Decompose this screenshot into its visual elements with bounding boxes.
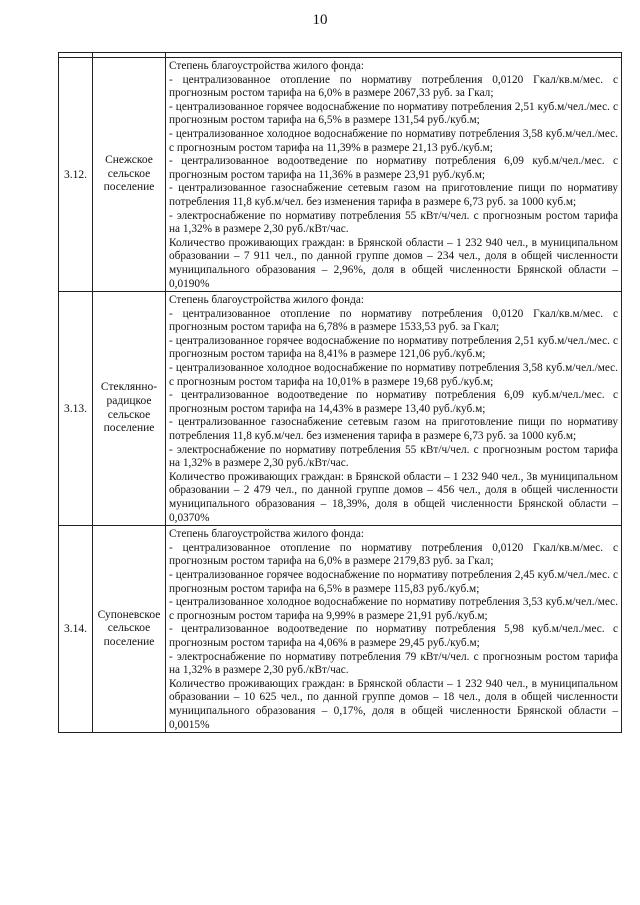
content-line: - централизованное отопление по нормативу потребления 0,0120 Гкал/кв.м/мес. с прогнозным ростом тарифа на 6,78% в размере 1533,53 руб. за Гкал; xyxy=(169,307,618,334)
settlement-name-line: поселение xyxy=(103,181,155,194)
content-line: - централизованное горячее водоснабжение по нормативу потребления 2,51 куб.м/чел./мес. с прогнозным ростом тарифа на 6,5% в размере 131,54 руб./куб.м; xyxy=(169,100,618,127)
content-line: - централизованное горячее водоснабжение по нормативу потребления 2,45 куб.м/чел./мес. с прогнозным ростом тарифа на 6,5% в размере 115,83 руб./куб.м; xyxy=(169,568,618,595)
content-heading: Степень благоустройства жилого фонда: xyxy=(169,60,365,72)
settlement-name-line: сельское xyxy=(107,622,151,635)
page-number: 10 xyxy=(312,12,328,28)
settlement-name-line: поселение xyxy=(103,635,155,648)
row-number: 3.12. xyxy=(59,58,93,292)
row-content xyxy=(166,526,622,733)
content-line: - централизованное водоотведение по нормативу потребления 6,09 куб.м/чел./мес. с прогнозным ростом тарифа на 11,36% в размере 23,91 руб./куб.м; xyxy=(169,155,618,181)
tariff-table xyxy=(58,52,622,733)
settlement-name-line: радицкое xyxy=(106,395,152,408)
table-row xyxy=(59,292,622,526)
settlement-name xyxy=(93,58,166,292)
table-row xyxy=(59,526,622,733)
content-line: - централизованное отопление по нормативу потребления 0,0120 Гкал/кв.м/мес. с прогнозным ростом тарифа на 6,0% в размере 2179,83 руб. за Гкал; xyxy=(169,541,618,568)
content-line: - централизованное горячее водоснабжение по нормативу потребления 2,51 куб.м/чел./мес. с прогнозным ростом тарифа на 8,41% в размере 121,06 руб./куб.м; xyxy=(169,334,618,361)
population-line: Количество проживающих граждан: в Брянской области – 1 232 940 чел., в муниципальном образовании – 10 625 чел., по данной группе домов – 18 чел., доля в общей численности муниципального образования – 0,17%, доля в общей численности Брянской области – 0,0015% xyxy=(169,677,618,731)
content-heading: Степень благоустройства жилого фонда: xyxy=(169,528,365,541)
content-line: - централизованное отопление по нормативу потребления 0,0120 Гкал/кв.м/мес. с прогнозным ростом тарифа на 6,0% в размере 2067,33 руб. за Гкал; xyxy=(169,73,618,100)
settlement-name-line: Супоневское xyxy=(97,608,161,621)
content-line: - электроснабжение по нормативу потребления 79 кВт/ч/чел. с прогнозным ростом тарифа на 1,32% в размере 2,30 руб./кВт/час. xyxy=(169,650,618,677)
content-line: - централизованное газоснабжение сетевым газом на приготовление пищи по нормативу потребления 11,8 куб.м/чел. без изменения тарифа в размере 6,73 руб. за 1000 куб.м; xyxy=(169,182,618,208)
content-line: - централизованное газоснабжение сетевым газом на приготовление пищи по нормативу потребления 11,8 куб.м/чел. без изменения тарифа в размере 6,73 руб. за 1000 куб.м; xyxy=(169,416,618,443)
settlement-name-line: поселение xyxy=(103,422,155,435)
content-line: - централизованное холодное водоснабжение по нормативу потребления 3,53 куб.м/чел./мес. с прогнозным ростом тарифа на 9,99% в размере 21,91 руб./куб.м; xyxy=(169,596,618,622)
settlement-name-line: сельское xyxy=(107,167,151,180)
content-line: - электроснабжение по нормативу потребления 55 кВт/ч/чел. с прогнозным ростом тарифа на 1,32% в размере 2,30 руб./кВт/час. xyxy=(169,209,618,236)
population-line: Количество проживающих граждан: в Брянской области – 1 232 940 чел., 3в муниципальном образовании – 2 479 чел., по данной группе домов – 456 чел., доля в общей численности муниципального образования – 18,39%, доля в общей численности Брянской области – 0,0370% xyxy=(169,470,618,524)
row-content xyxy=(166,292,622,526)
table-row xyxy=(59,58,622,292)
row-number: 3.13. xyxy=(59,292,93,526)
content-heading: Степень благоустройства жилого фонда: xyxy=(169,294,365,307)
population-line: Количество проживающих граждан: в Брянской области – 1 232 940 чел., в муниципальном образовании – 7 911 чел., по данной группе домов – 234 чел., доля в общей численности муниципального образования – 2,96%, доля в общей численности Брянской области – 0,0190% xyxy=(169,236,618,290)
content-line: - централизованное водоотведение по нормативу потребления 5,98 куб.м/чел./мес. с прогнозным ростом тарифа на 4,06% в размере 29,45 руб./куб.м; xyxy=(169,623,618,649)
settlement-name-line: Стеклянно- xyxy=(100,381,158,394)
content-line: - централизованное водоотведение по нормативу потребления 6,09 куб.м/чел./мес. с прогнозным ростом тарифа на 14,43% в размере 13,40 руб./куб.м; xyxy=(169,389,618,415)
settlement-name xyxy=(93,292,166,526)
row-number: 3.14. xyxy=(59,526,93,733)
content-line: - электроснабжение по нормативу потребления 55 кВт/ч/чел. с прогнозным ростом тарифа на 1,32% в размере 2,30 руб./кВт/час. xyxy=(169,443,618,470)
row-content xyxy=(166,58,622,292)
settlement-name-line: сельское xyxy=(107,408,151,421)
content-line: - централизованное холодное водоснабжение по нормативу потребления 3,58 куб.м/чел./мес. с прогнозным ростом тарифа на 11,39% в размере 21,13 руб./куб.м; xyxy=(169,127,618,154)
content-line: - централизованное холодное водоснабжение по нормативу потребления 3,58 куб.м/чел./мес. с прогнозным ростом тарифа на 10,01% в размере 19,68 руб./куб.м; xyxy=(169,362,618,388)
settlement-name-line: Снежское xyxy=(105,154,153,167)
settlement-name xyxy=(93,526,166,733)
